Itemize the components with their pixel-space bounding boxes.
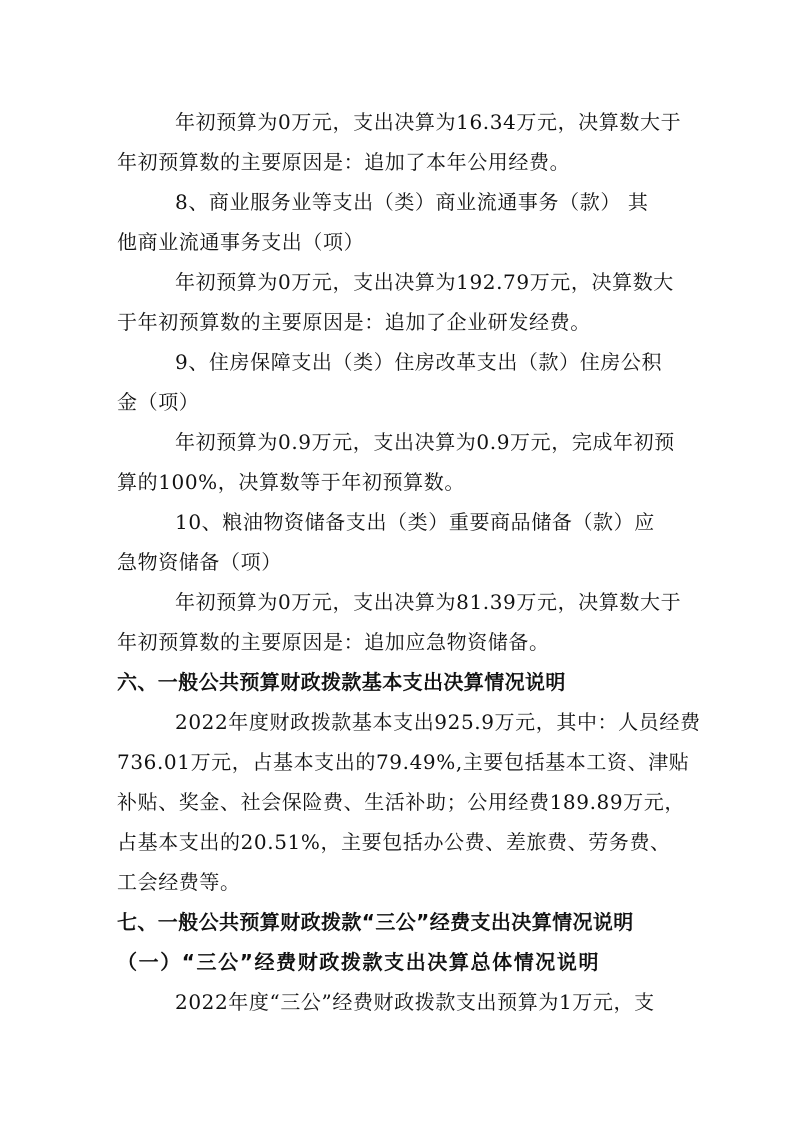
paragraph-line: 2022年度财政拨款基本支出925.9万元，其中：人员经费: [175, 710, 701, 734]
paragraph-line: 年初预算为0.9万元，支出决算为0.9万元，完成年初预: [175, 430, 675, 454]
subsection-heading-1: （一）“三公”经费财政拨款支出决算总体情况说明: [117, 950, 601, 974]
paragraph-line: 金（项）: [117, 390, 200, 414]
paragraph-line: 736.01万元，占基本支出的79.49%,主要包括基本工资、津贴: [117, 750, 690, 774]
section-heading-7: 七、一般公共预算财政拨款“三公”经费支出决算情况说明: [117, 910, 634, 934]
paragraph-line: 年初预算为0万元，支出决算为81.39万元，决算数大于: [175, 590, 682, 614]
paragraph-line: 2022年度“三公”经费财政拨款支出预算为1万元，支: [175, 990, 655, 1014]
paragraph-line: 算的100%，决算数等于年初预算数。: [117, 470, 465, 494]
paragraph-line: 他商业流通事务支出（项）: [117, 230, 365, 254]
paragraph-line: 急物资储备（项）: [117, 550, 282, 574]
item-8-title: 8、商业服务业等支出（类）商业流通事务（款） 其: [175, 190, 649, 214]
section-heading-6: 六、一般公共预算财政拨款基本支出决算情况说明: [117, 670, 566, 694]
paragraph-line: 于年初预算数的主要原因是：追加了企业研发经费。: [117, 310, 591, 334]
paragraph-line: 年初预算数的主要原因是：追加了本年公用经费。: [117, 150, 571, 174]
paragraph-line: 补贴、奖金、社会保险费、生活补助；公用经费189.89万元，: [117, 790, 685, 814]
paragraph-line: 年初预算为0万元，支出决算为192.79万元，决算数大: [175, 270, 674, 294]
paragraph-line: 年初预算数的主要原因是：追加应急物资储备。: [117, 630, 550, 654]
paragraph-line: 年初预算为0万元，支出决算为16.34万元，决算数大于: [175, 110, 682, 134]
item-9-title: 9、住房保障支出（类）住房改革支出（款）住房公积: [175, 350, 663, 374]
paragraph-line: 占基本支出的20.51%，主要包括办公费、差旅费、劳务费、: [117, 830, 671, 854]
item-10-title: 10、粮油物资储备支出（类）重要商品储备（款）应: [175, 510, 655, 534]
paragraph-line: 工会经费等。: [117, 870, 241, 894]
